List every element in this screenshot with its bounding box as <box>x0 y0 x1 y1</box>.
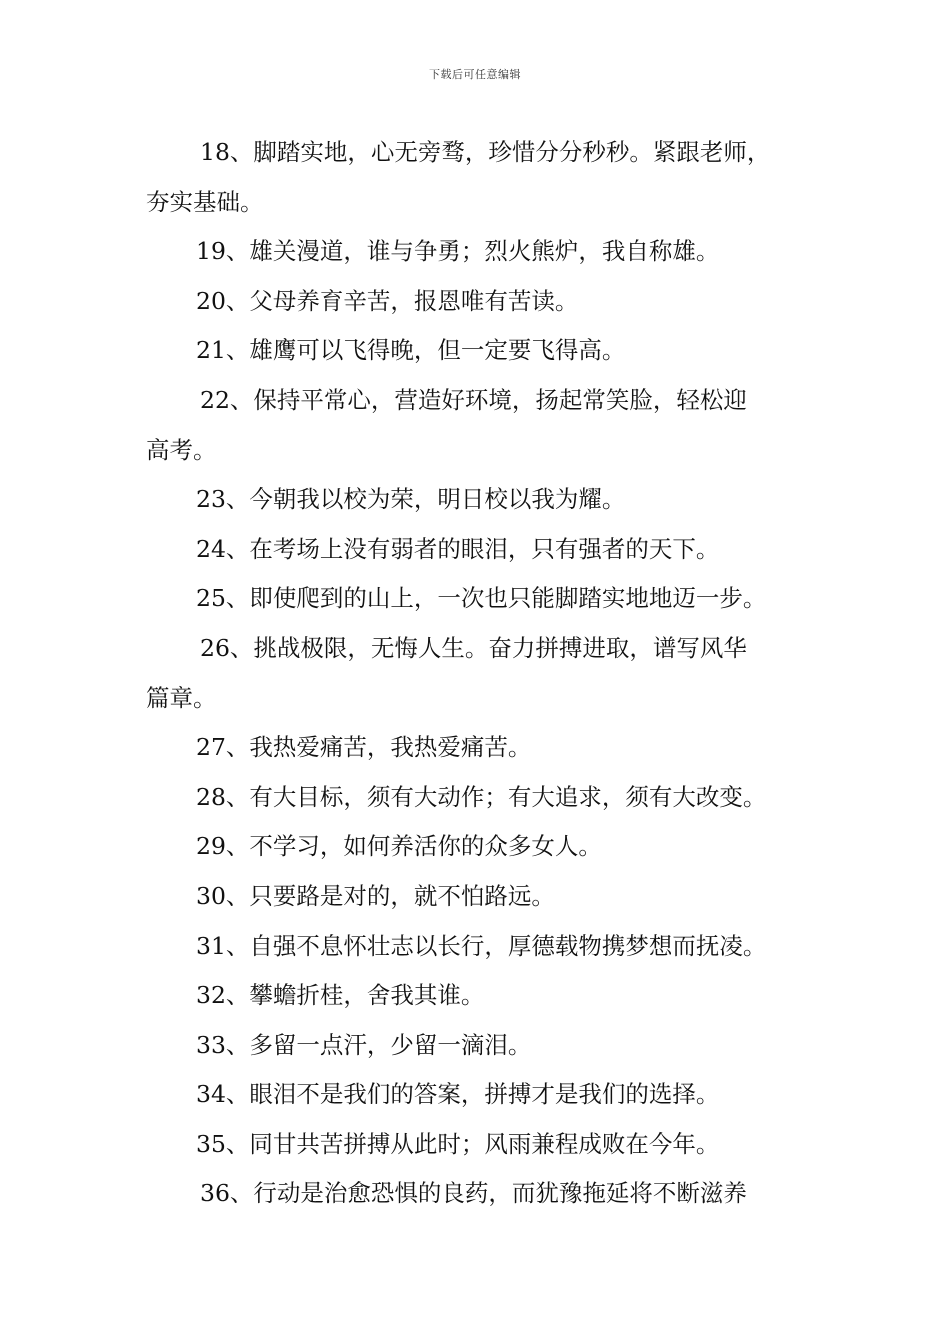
paragraph-line: 21、雄鹰可以飞得晚，但一定要飞得高。 <box>196 336 626 365</box>
paragraph-line: 24、在考场上没有弱者的眼泪，只有强者的天下。 <box>196 534 720 563</box>
paragraph-line: 夯实基础。 <box>146 187 264 216</box>
list-item <box>146 227 810 277</box>
list-item <box>146 971 810 1021</box>
paragraph-line: 22、保持平常心，营造好环境，扬起常笑脸，轻松迎 <box>200 385 747 414</box>
list-item <box>146 1070 810 1120</box>
paragraph-line: 33、多留一点汗，少留一滴泪。 <box>196 1030 532 1059</box>
paragraph-line: 23、今朝我以校为荣，明日校以我为耀。 <box>196 485 626 514</box>
paragraph-line: 高考。 <box>146 435 217 464</box>
list-item <box>146 822 810 872</box>
list-item <box>146 1120 810 1170</box>
list-item <box>146 574 810 624</box>
list-item <box>146 872 810 922</box>
paragraph-line: 26、挑战极限，无悔人生。奋力拼搏进取，谱写风华 <box>200 633 747 662</box>
list-item <box>146 1169 810 1219</box>
paragraph-line: 篇章。 <box>146 683 217 712</box>
list-item <box>146 1021 810 1071</box>
document-body <box>146 128 810 1219</box>
list-item <box>146 922 810 972</box>
paragraph-line: 36、行动是治愈恐惧的良药，而犹豫拖延将不断滋养 <box>200 1179 747 1208</box>
paragraph-line: 27、我热爱痛苦，我热爱痛苦。 <box>196 733 532 762</box>
paragraph-line: 32、攀蟾折桂，舍我其谁。 <box>196 981 485 1010</box>
list-item <box>146 773 810 823</box>
list-item <box>146 475 810 525</box>
list-item <box>146 376 810 475</box>
paragraph-line: 18、脚踏实地，心无旁骛，珍惜分分秒秒。紧跟老师， <box>200 138 771 166</box>
list-item <box>146 128 810 227</box>
paragraph-line: 28、有大目标，须有大动作；有大追求，须有大改变。 <box>196 782 767 811</box>
list-item <box>146 624 810 723</box>
list-item <box>146 525 810 575</box>
paragraph-line: 34、眼泪不是我们的答案，拼搏才是我们的选择。 <box>196 1080 720 1109</box>
paragraph-line: 31、自强不息怀壮志以长行，厚德载物携梦想而抚凌。 <box>196 931 767 960</box>
paragraph-line: 29、不学习，如何养活你的众多女人。 <box>196 832 602 861</box>
list-item <box>146 326 810 376</box>
list-item <box>146 723 810 773</box>
paragraph-line: 35、同甘共苦拼搏从此时；风雨兼程成败在今年。 <box>196 1129 720 1158</box>
paragraph-line: 25、即使爬到的山上，一次也只能脚踏实地地迈一步。 <box>196 584 767 613</box>
list-item <box>146 277 810 327</box>
paragraph-line: 30、只要路是对的，就不怕路远。 <box>196 881 555 910</box>
paragraph-line: 20、父母养育辛苦，报恩唯有苦读。 <box>196 286 579 315</box>
page-header: 下载后可任意编辑 <box>429 68 521 81</box>
paragraph-line: 19、雄关漫道，谁与争勇；烈火熊炉，我自称雄。 <box>196 237 720 266</box>
